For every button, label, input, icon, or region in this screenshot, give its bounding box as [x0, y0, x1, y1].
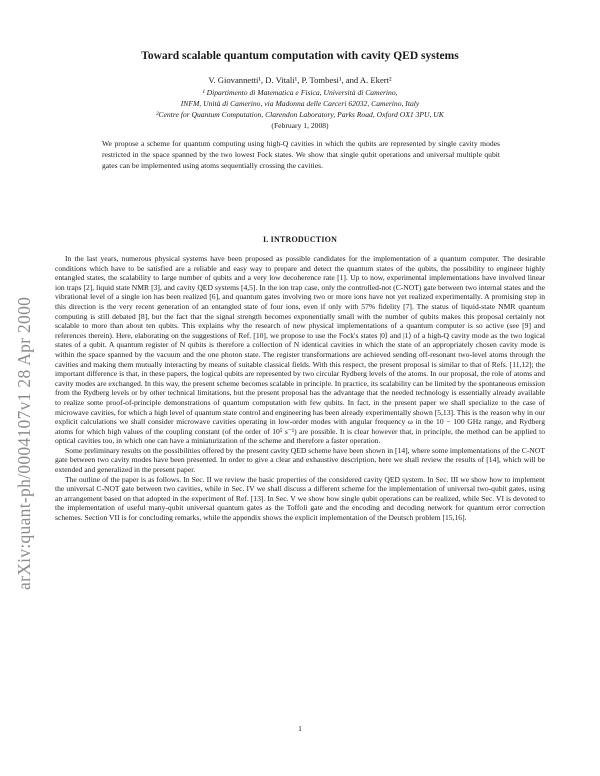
- abstract: We propose a scheme for quantum computing using high-Q cavities in which the qubits are represented by single cavity modes restricted in the space spanned by the two lowest Fock states. We show that single qubit operations and universal multiple qubit gates can be implemented using atoms sequentially crossing the cavities.: [102, 139, 500, 170]
- paper-title: Toward scalable quantum computation with cavity QED systems: [141, 50, 459, 62]
- paper-date: (February 1, 2008): [271, 121, 329, 130]
- affiliation-3: ²Centre for Quantum Computation, Clarendon Laboratory, Parks Road, Oxford OX1 3PU, UK: [156, 110, 444, 119]
- page-number: 1: [298, 724, 302, 733]
- paragraph-3: The outline of the paper is as follows. In Sec. II we review the basic properties of the considered cavity QED system. In Sec. III we show how to implement the universal C-NOT gate between two cavities, while in Sec. IV we shall discuss a different scheme for the implementation of universal two-qubit gates, using an arrangement based on that adopted in the experiment of Ref. [13]. In Sec. V we show how single qubit operations can be realized, while Sec. VI is devoted to the implementation of useful many-qubit universal quantum gates as the Toffoli gate and the encoding and decoding network for quantum error correction schemes. Section VII is for concluding remarks, while the appendix shows the explicit implementation of the Deutsch problem [15,16].: [55, 474, 545, 523]
- paragraph-1: In the last years, numerous physical systems have been proposed as possible candidates for the implementation of a quantum computer. The desirable conditions which have to be satisfied are a reliable and easy way to prepare and detect the quantum states of the qubits, the possibility to engineer highly entangled states, the scalability to large number of qubits and a very low decoherence rate [1]. Up to now, experimental implementations have involved linear ion traps [2], liquid state NMR [3], and cavity QED systems [4,5]. In the ion trap case, only the controlled-not (C-NOT) gate between two internal states and the vibrational level of a single ion has been realized [6], and quantum gates involving two or more ions have not yet realized experimentally. A promising step in this direction is the very recent generation of an entangled state of four ions, even if only with 57% fidelity [7]. The status of liquid-state NMR quantum computing is still debated [8], but the fact that the signal strength becomes exponentially small with the number of qubits makes this proposal certainly not scalable to more than about ten qubits. This explains why the research of new physical implementations of a quantum computer is so active (see [9] and references therein). Here, elaborating on the suggestions of Ref. [10], we propose to use the Fock's states |0⟩ and |1⟩ of a high-Q cavity mode as the two logical states of a qubit. A quantum register of N qubits is therefore a collection of N identical cavities in which the state of an appropriately chosen cavity mode is within the space spanned by the vacuum and the one photon state. The register transformations are achieved sending off-resonant two-level atoms through the cavities and making them mutually interacting by means of suitable classical fields. With this respect, the present proposal is similar to that of Refs. [11,12]; the important difference is that, in these papers, the logical qubits are represented by two circular Rydberg levels of the atoms. In our proposal, the role of atoms and cavity modes are exchanged. In this way, the present scheme becomes scalable in principle. In practice, its scalability can be limited by the spontaneous emission from the Rydberg levels or by other technical limitations, but the present proposal has the advantage that the needed technology is essentially already available to realize some proof-of-principle demonstrations of quantum computation with few qubits. In fact, in the present paper we shall specialize to the case of microwave cavities, for which a high level of quantum state control and engineering has been already experimentally shown [5,13]. This is the reason why in our explicit calculations we shall consider microwave cavities operating in low-order modes with angular frequency ω in the 10 − 100 GHz range, and Rydberg atoms for which high values of the coupling constant (of the order of 10⁵ s⁻¹) are possible. It is clear however that, in principle, the method can be applied to optical cavities too, in which one can have a miniaturization of the scheme and therefore a faster operation.: [55, 254, 545, 446]
- paragraph-2: Some preliminary results on the possibilities offered by the present cavity QED scheme have been shown in [14], where some implementations of the C-NOT gate between two cavity modes have been presented. In order to give a clear and exhaustive description, here we shall review the results of [14], which will be extended and generalized in the present paper.: [55, 445, 545, 475]
- author-list: V. Giovannetti¹, D. Vitali¹, P. Tombesi¹, and A. Ekert²: [208, 75, 392, 85]
- section-heading: I. INTRODUCTION: [262, 235, 338, 244]
- body-text: [55, 254, 545, 523]
- arxiv-stamp: arXiv:quant-ph/0004107v1 28 Apr 2000: [14, 296, 34, 590]
- affiliation-2: INFM, Unità di Camerino, via Madonna delle Carceri 62032, Camerino, Italy: [180, 99, 420, 108]
- affiliation-1: ¹ Dipartimento di Matematica e Fisica, Università di Camerino,: [202, 88, 398, 97]
